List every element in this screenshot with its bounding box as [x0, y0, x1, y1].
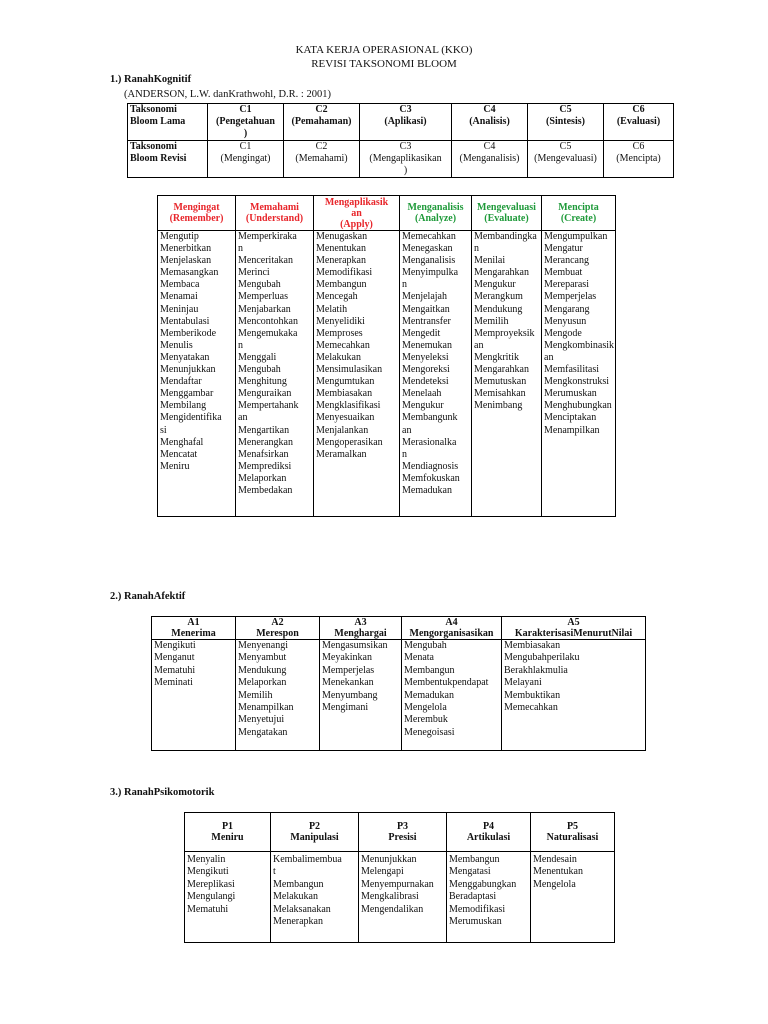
- header-a3: A3 Menghargai: [320, 617, 402, 640]
- verbs-a5: Membiasakan Mengubahperilaku Berakhlakmulia Melayani Membuktikan Memecahkan: [502, 640, 646, 751]
- new-c2: C2 (Memahami): [284, 141, 360, 178]
- old-c5: C5 (Sintesis): [528, 104, 604, 141]
- kognitif-header-row: [158, 196, 616, 231]
- psikomotorik-table: [184, 812, 615, 943]
- old-c2: C2 (Pemahaman): [284, 104, 360, 141]
- verbs-p3: Menunjukkan Melengapi Menyempurnakan Mengkalibrasi Mengendalikan: [359, 852, 447, 943]
- header-mencipta: Mencipta (Create): [542, 196, 616, 231]
- new-c3: C3 (Mengaplikasikan ): [360, 141, 452, 178]
- verbs-mengaplikasikan: Menugaskan Menentukan Menerapkan Memodifikasi Membangun Mencegah Melatih Menyelidiki Memproses Memecahkan Melakukan Mensimulasikan Mengumtukan Membiasakan Mengklasifikasi Menyesuaikan Menjalankan Mengoperasikan Meramalkan: [314, 231, 400, 517]
- afektif-verbs-row: [152, 640, 646, 751]
- taxonomy-row-old: [128, 104, 674, 141]
- taxonomy-row-new: [128, 141, 674, 178]
- verbs-p2: Kembalimembua t Membangun Melakukan Melaksanakan Menerapkan: [271, 852, 359, 943]
- row-label-new: Taksonomi Bloom Revisi: [128, 141, 208, 178]
- taxonomy-comparison-table: [127, 103, 674, 178]
- verbs-p5: Mendesain Menentukan Mengelola: [531, 852, 615, 943]
- section-heading-afektif: 2.) RanahAfektif: [110, 591, 186, 602]
- psikomotorik-verbs-row: [185, 852, 615, 943]
- row-label-old: Taksonomi Bloom Lama: [128, 104, 208, 141]
- header-a1: A1 Menerima: [152, 617, 236, 640]
- verbs-a4: Mengubah Menata Membangun Membentukpendapat Memadukan Mengelola Merembuk Menegoisasi: [402, 640, 502, 751]
- header-p2: P2 Manipulasi: [271, 813, 359, 852]
- header-mengevaluasi: Mengevaluasi (Evaluate): [472, 196, 542, 231]
- verbs-menganalisis: Memecahkan Menegaskan Menganalisis Menyimpulka n Menjelajah Mengaitkan Mentransfer Mengedit Menemukan Menyeleksi Mengoreksi Mendeteksi Menelaah Mengukur Membangunk an Merasionalka n Mendiagnosis Memfokuskan Memadukan: [400, 231, 472, 517]
- header-menganalisis: Menganalisis (Analyze): [400, 196, 472, 231]
- afektif-header-row: [152, 617, 646, 640]
- new-c6: C6 (Mencipta): [604, 141, 674, 178]
- verbs-p4: Membangun Mengatasi Menggabungkan Beradaptasi Memodifikasi Merumuskan: [447, 852, 531, 943]
- header-mengingat: Mengingat (Remember): [158, 196, 236, 231]
- verbs-a3: Mengasumsikan Meyakinkan Memperjelas Menekankan Menyumbang Mengimani: [320, 640, 402, 751]
- header-memahami: Memahami (Understand): [236, 196, 314, 231]
- header-a5: A5 KarakterisasiMenurutNilai: [502, 617, 646, 640]
- verbs-a1: Mengikuti Menganut Mematuhi Meminati: [152, 640, 236, 751]
- verbs-memahami: Memperkiraka n Menceritakan Merinci Mengubah Memperluas Menjabarkan Mencontohkan Mengemukaka n Menggali Mengubah Menghitung Menguraikan Mempertahank an Mengartikan Menerangkan Menafsirkan Memprediksi Melaporkan Membedakan: [236, 231, 314, 517]
- old-c6: C6 (Evaluasi): [604, 104, 674, 141]
- header-p4: P4 Artikulasi: [447, 813, 531, 852]
- new-c5: C5 (Mengevaluasi): [528, 141, 604, 178]
- section-heading-kognitif: 1.) RanahKognitif: [110, 74, 192, 85]
- old-c1: C1 (Pengetahuan ): [208, 104, 284, 141]
- header-p5: P5 Naturalisasi: [531, 813, 615, 852]
- reference-citation: (ANDERSON, L.W. danKrathwohl, D.R. : 2001): [124, 89, 331, 100]
- document-subtitle: REVISI TAKSONOMI BLOOM: [311, 58, 457, 70]
- afektif-table: [151, 616, 646, 751]
- section-heading-psikomotorik: 3.) RanahPsikomotorik: [110, 787, 215, 798]
- header-p3: P3 Presisi: [359, 813, 447, 852]
- verbs-a2: Menyenangi Menyambut Mendukung Melaporkan Memilih Menampilkan Menyetujui Mengatakan: [236, 640, 320, 751]
- new-c4: C4 (Menganalisis): [452, 141, 528, 178]
- psikomotorik-header-row: [185, 813, 615, 852]
- header-a4: A4 Mengorganisasikan: [402, 617, 502, 640]
- kognitif-verbs-table: [157, 195, 616, 517]
- kognitif-verbs-row: [158, 231, 616, 517]
- old-c4: C4 (Analisis): [452, 104, 528, 141]
- header-mengaplikasikan: Mengaplikasik an (Apply): [314, 196, 400, 231]
- header-p1: P1 Meniru: [185, 813, 271, 852]
- verbs-p1: Menyalin Mengikuti Mereplikasi Mengulangi Mematuhi: [185, 852, 271, 943]
- document-title: KATA KERJA OPERASIONAL (KKO): [295, 44, 473, 56]
- verbs-mencipta: Mengumpulkan Mengatur Merancang Membuat Mereparasi Memperjelas Mengarang Menyusun Mengode Mengkombinasik an Memfasilitasi Mengkonstruksi Merumuskan Menghubungkan Menciptakan Menampilkan: [542, 231, 616, 517]
- verbs-mengevaluasi: Membandingka n Menilai Mengarahkan Mengukur Merangkum Mendukung Memilih Memproyeksik an Mengkritik Mengarahkan Memutuskan Memisahkan Menimbang: [472, 231, 542, 517]
- old-c3: C3 (Aplikasi): [360, 104, 452, 141]
- verbs-mengingat: Mengutip Menerbitkan Menjelaskan Memasangkan Membaca Menamai Meninjau Mentabulasi Memberikode Menulis Menyatakan Menunjukkan Mendaftar Menggambar Membilang Mengidentifika si Menghafal Mencatat Meniru: [158, 231, 236, 517]
- new-c1: C1 (Mengingat): [208, 141, 284, 178]
- header-a2: A2 Merespon: [236, 617, 320, 640]
